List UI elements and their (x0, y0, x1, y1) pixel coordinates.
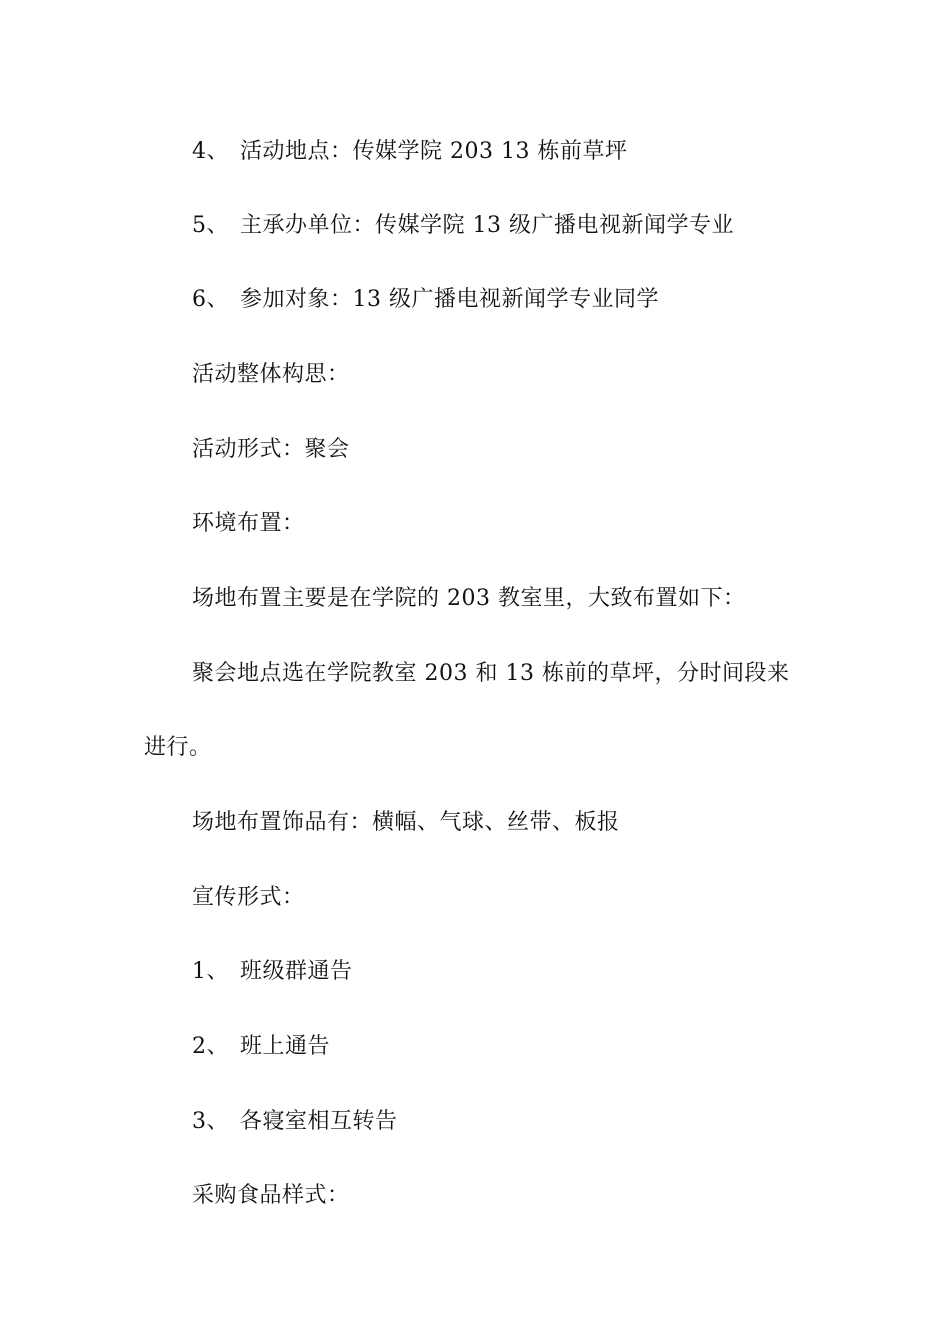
paragraph-venue-location-continued: 进行。 (144, 735, 212, 760)
list-number: 5、 (192, 213, 229, 238)
list-item-class-group-notice (192, 957, 353, 987)
list-item-organizer (192, 211, 734, 241)
list-item-dorm-notice (192, 1107, 398, 1137)
section-heading-publicity: 宣传形式： (192, 885, 305, 910)
list-number: 3、 (192, 1109, 229, 1134)
list-text: 参加对象：13 级广播电视新闻学专业同学 (240, 287, 659, 312)
list-text: 活动地点：传媒学院 203 13 栋前草坪 (240, 139, 628, 164)
section-heading-environment: 环境布置： (192, 511, 305, 536)
paragraph-venue-location: 聚会地点选在学院教室 203 和 13 栋前的草坪，分时间段来 (192, 661, 790, 686)
paragraph-decorations: 场地布置饰品有：横幅、气球、丝带、板报 (192, 810, 620, 835)
list-text: 班级群通告 (240, 959, 353, 984)
list-number: 4、 (192, 139, 229, 164)
section-heading-overall-concept: 活动整体构思： (192, 362, 350, 387)
paragraph-venue-layout: 场地布置主要是在学院的 203 教室里，大致布置如下： (192, 586, 746, 611)
list-item-location (192, 137, 627, 167)
list-text: 主承办单位：传媒学院 13 级广播电视新闻学专业 (240, 213, 734, 238)
list-item-class-notice (192, 1032, 330, 1062)
section-heading-food-purchase: 采购食品样式： (192, 1183, 350, 1208)
list-text: 各寝室相互转告 (240, 1109, 398, 1134)
list-item-participants (192, 285, 659, 315)
paragraph-activity-form: 活动形式：聚会 (192, 437, 350, 462)
list-number: 6、 (192, 287, 229, 312)
list-number: 2、 (192, 1034, 229, 1059)
list-text: 班上通告 (240, 1034, 331, 1059)
list-number: 1、 (192, 959, 229, 984)
